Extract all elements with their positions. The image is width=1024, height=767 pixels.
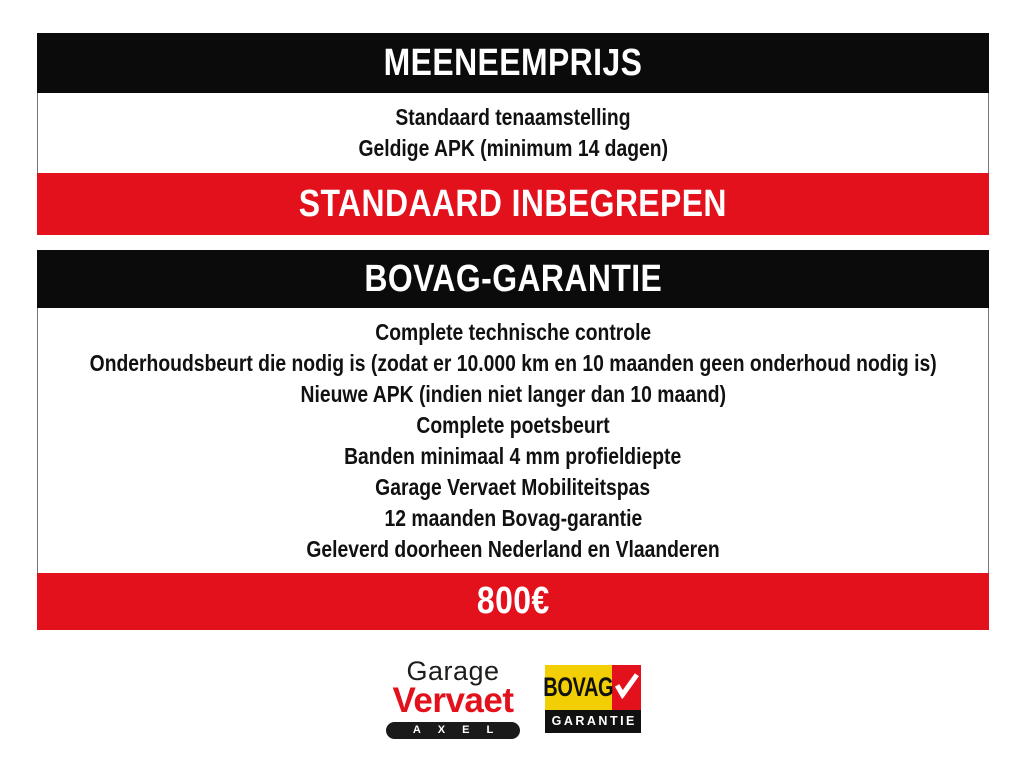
- meeneemprijs-header-bar: [37, 33, 989, 93]
- footer-logos: [0, 630, 1024, 767]
- list-item: Nieuwe APK (indien niet langer dan 10 maand): [300, 380, 726, 407]
- list-item: 12 maanden Bovag-garantie: [384, 504, 642, 531]
- bovag-logo-top: [545, 665, 641, 710]
- bovag-logo-brand: BOVAG: [543, 671, 614, 702]
- bovag-garantie-item-list: [37, 308, 989, 573]
- bovag-garantie-title: BOVAG-GARANTIE: [364, 257, 662, 300]
- bovag-logo-yellow-panel: [545, 665, 612, 710]
- garage-vervaet-logo: [383, 658, 523, 739]
- garage-vervaet-logo-line2: Vervaet: [392, 681, 514, 720]
- standaard-inbegrepen-banner: [37, 173, 989, 235]
- list-item: Geldige APK (minimum 14 dagen): [358, 135, 668, 161]
- price-value: 800€: [476, 580, 550, 622]
- bovag-garantie-logo: [545, 665, 641, 733]
- checkmark-icon: [613, 670, 640, 705]
- list-item: Complete technische controle: [375, 318, 651, 345]
- standaard-inbegrepen-label: STANDAARD INBEGREPEN: [298, 182, 728, 225]
- meeneemprijs-title: MEENEEMPRIJS: [383, 41, 643, 84]
- section-divider-gap: [37, 235, 989, 250]
- axel-badge-label: AXEL: [412, 724, 511, 736]
- card-content: [37, 33, 989, 630]
- bovag-logo-red-panel: [612, 665, 641, 710]
- list-item: Geleverd doorheen Nederland en Vlaanderen: [306, 535, 720, 562]
- price-banner: [37, 573, 989, 630]
- list-item: Standaard tenaamstelling: [395, 104, 631, 130]
- meeneemprijs-item-list: [37, 93, 989, 173]
- list-item: Complete poetsbeurt: [416, 411, 610, 438]
- list-item: Banden minimaal 4 mm profieldiepte: [344, 442, 682, 469]
- bovag-garantie-section: [37, 250, 989, 630]
- bovag-logo-garantie-band: [545, 710, 641, 733]
- bovag-logo-sub-label: GARANTIE: [551, 713, 637, 728]
- bovag-garantie-header-bar: [37, 250, 989, 308]
- axel-badge: [386, 722, 520, 739]
- list-item: Onderhoudsbeurt die nodig is (zodat er 10.000 km en 10 maanden geen onderhoud nodig is): [89, 349, 937, 376]
- list-item: Garage Vervaet Mobiliteitspas: [375, 473, 651, 500]
- garage-vervaet-logo-line1: Garage: [406, 656, 500, 686]
- meeneemprijs-section: [37, 33, 989, 235]
